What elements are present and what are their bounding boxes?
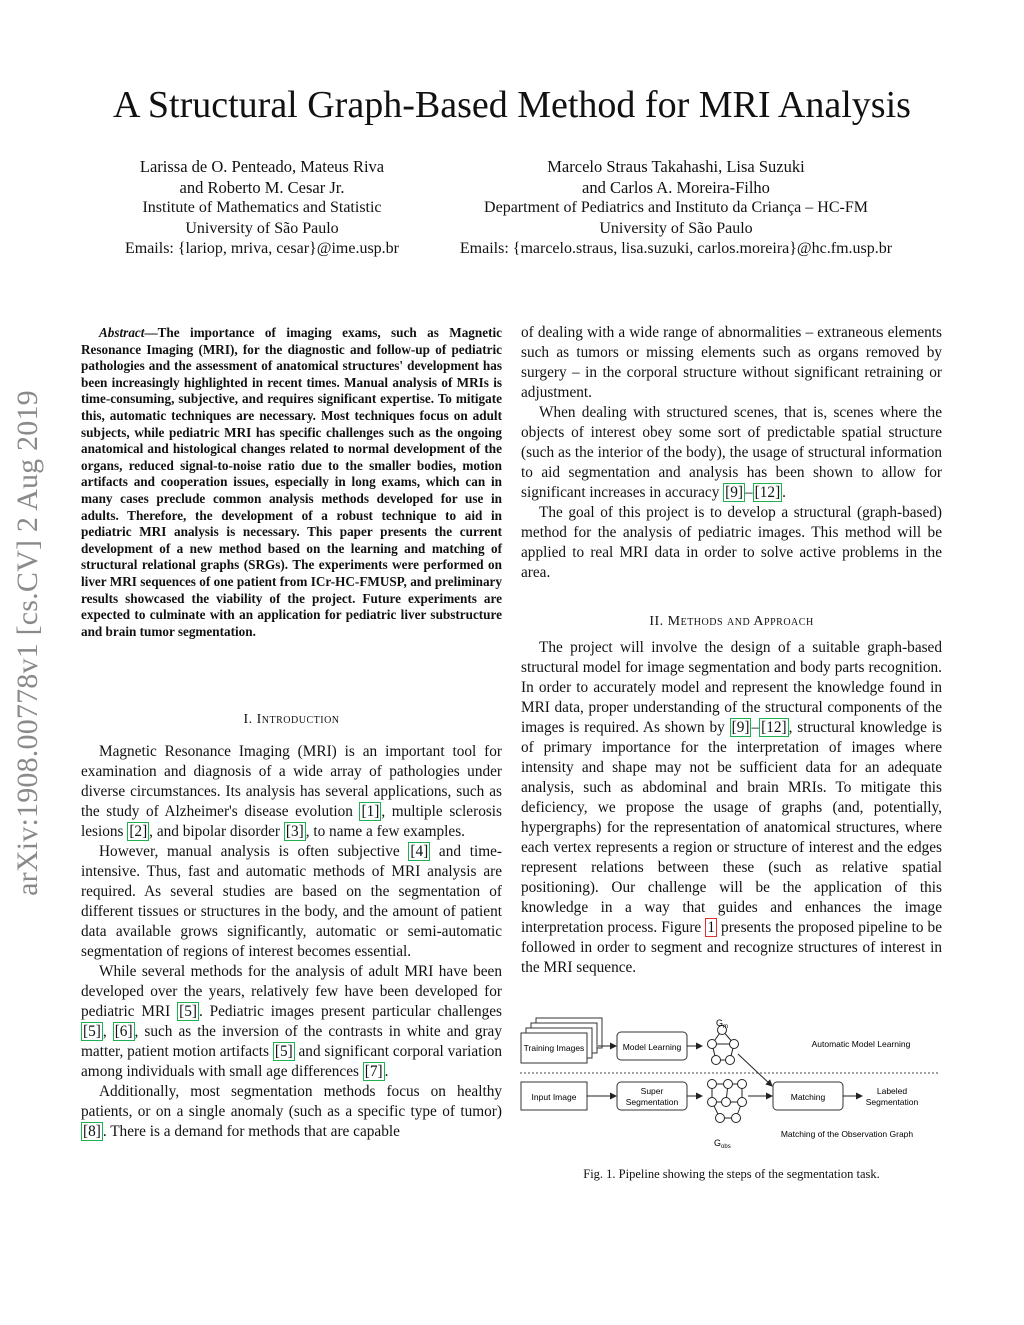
input-image-label: Input Image (531, 1092, 577, 1102)
super-segmentation-label: Segmentation (625, 1097, 679, 1107)
citation-link[interactable]: [5] (274, 1043, 293, 1060)
gm-label: $G_m$ (716, 1018, 729, 1030)
abstract-text: —The importance of imaging exams, such as Magnetic Resonance Imaging (MRI), for the diagnostic and follow-up of pediatric pathologies and the assessment of anatomical structures' development has been increasingly highlighted in recent times. Manual analysis of MRIs is time-consuming, subjective, and requires significant expertise. To mitigate this, automatic techniques are necessary. Most techniques focus on adult subjects, while pediatric MRI has specific challenges such as the ongoing anatomical and histological changes related to normal development of the organs, reduced signal-to-noise ratio due to the smaller bodies, motion artifacts and cooperation issues, especially in long exams, which can in many cases preclude common analysis methods developed for use in adults. Therefore, the development of a robust technique to aid in pediatric MRI analysis is necessary. This paper presents the current development of a new method based on the learning and matching of structural relational graphs (SRGs). The experiments were performed on liver MRI sequences of one patient from ICr-HC-FMUSP, and preliminary results showcased the viability of the project. Future experiments are expected to culminate with an application for pediatric liver substructure and brain tumor segmentation. (81, 325, 502, 639)
pipeline-diagram (516, 1014, 946, 1156)
citation-link[interactable]: [1] (361, 803, 380, 820)
figure-caption: Fig. 1. Pipeline showing the steps of the segmentation task. (583, 1167, 880, 1181)
paragraph: Additionally, most segmentation methods focus on healthy patients, or on a single anomaly (such as a specific type of tumor) [8] . There is a demand for methods that are capable (81, 1083, 502, 1140)
author-names-line2: and Roberto M. Cesar Jr. (179, 177, 345, 197)
citation-link[interactable]: [9] (725, 484, 744, 501)
author-emails: Emails: {marcelo.straus, lisa.suzuki, carlos.moreira}@hc.fm.usp.br (459, 240, 893, 257)
right-column-body (521, 323, 942, 583)
author-institute: Institute of Mathematics and Statistic (142, 199, 382, 216)
citation-link[interactable]: [4] (410, 843, 429, 860)
figure-link[interactable]: 1 (707, 919, 715, 936)
author-emails: Emails: {lariop, mriva, cesar}@ime.usp.br (124, 240, 400, 257)
author-names-line2: and Carlos A. Moreira-Filho (582, 177, 770, 197)
matching-label: Matching (790, 1092, 826, 1102)
super-segmentation-label: Super (640, 1086, 664, 1096)
citation-link[interactable]: [8] (83, 1123, 101, 1140)
author-block-right (436, 157, 916, 260)
abstract-label: Abstract (99, 325, 145, 340)
author-names-line1: Larissa de O. Penteado, Mateus Riva (139, 157, 385, 176)
author-institute: Department of Pediatrics and Instituto da Criança – HC-FM (484, 199, 868, 216)
author-block-left (92, 157, 432, 260)
citation-link[interactable]: [9] (731, 719, 750, 736)
abstract (81, 325, 502, 640)
citation-link[interactable]: [12] (754, 484, 781, 501)
section-heading-methods: II. Methods and Approach (649, 614, 814, 629)
training-images-stack (521, 1018, 602, 1063)
paragraph: When dealing with structured scenes, that is, scenes where the objects of interest obey some sort of predictable spatial structure (such as the interior of the body), the usage of structural information to aid segmentation and analysis has been shown to allow for significant increases in accuracy [9] – [12] . (521, 404, 942, 501)
citation-link[interactable]: [6] (114, 1023, 133, 1040)
author-university: University of São Paulo (599, 219, 753, 237)
citation-link[interactable]: [2] (129, 823, 148, 840)
observation-graph (708, 1080, 747, 1123)
arxiv-stamp (8, 355, 48, 930)
citation-link[interactable]: [5] (83, 1023, 101, 1040)
labeled-segmentation-label: Labeled (876, 1086, 908, 1096)
matching-observation-label: Matching of the Observation Graph (780, 1129, 914, 1139)
methods-body (521, 638, 942, 978)
citation-link[interactable]: [5] (179, 1003, 197, 1020)
model-learning-label: Model Learning (622, 1042, 682, 1052)
citation-link[interactable]: [12] (761, 719, 787, 736)
section-title: Introduction (256, 712, 340, 727)
paragraph: However, manual analysis is often subjective [4] and time-intensive. Thus, fast and automatic methods of MRI analysis are required. As several studies are based on the segmentation of different tissues or structures in the body, and the amount of patient data available grows significantly, automatic or semi-automatic segmentation of regions of interest becomes essential. (81, 843, 502, 960)
paragraph: of dealing with a wide range of abnormalities – extraneous elements such as tumors or missing elements such as organs removed by surgery – in the corporal structure without significant retraining or adjustment. (521, 324, 942, 401)
automatic-model-learning-label: Automatic Model Learning (811, 1039, 911, 1049)
labeled-segmentation-label: Segmentation (865, 1097, 919, 1107)
introduction-body (81, 742, 502, 1142)
section-heading-introduction: I. Introduction (243, 712, 340, 727)
section-title: Methods and Approach (667, 614, 814, 629)
arxiv-id: arXiv:1908.00778v1 [cs.CV] 2 Aug 2019 (11, 389, 44, 896)
paragraph: The goal of this project is to develop a structural (graph-based) method for the analysis of pediatric images. This method will be applied to real MRI data in order to solve active problems in the area. (521, 504, 942, 581)
training-images-label: Training Images (523, 1043, 585, 1053)
paragraph: Magnetic Resonance Imaging (MRI) is an important tool for examination and diagnosis of a wide array of pathologies under diverse circumstances. Its analysis has several applications, such as the study of Alzheimer's disease evolution [1] , multiple sclerosis lesions [2] , and bipolar disorder [3] , to name a few examples. (81, 743, 502, 840)
gobs-label: $G_{obs}$ (714, 1138, 731, 1150)
paper-title: A Structural Graph-Based Method for MRI Analysis (113, 84, 911, 126)
citation-link[interactable]: [3] (285, 823, 304, 840)
model-graph (708, 1026, 739, 1065)
author-university: University of São Paulo (185, 219, 339, 237)
paragraph: The project will involve the design of a suitable graph-based structural model for image segmentation and body parts recognition. In order to accurately model and represent the knowledge found in MRI data, proper understanding of the structural components of the images is required. As shown by [9] – [12] , structural knowledge is of primary importance for the interpretation of images where intensity and shape may not be sufficient data for an adequate analysis, such as abdominal and brain MRIs. To mitigate this deficiency, we propose the usage of graphs (and, potentially, hypergraphs) for the representation of anatomical structures, where each vertex represents a region or structure of interest and the edges represent relations between these (such as relative spatial positioning). Our challenge will be the application of this knowledge in a way that guides and enhances the image interpretation process. Figure 1 presents the proposed pipeline to be followed in order to segment and recognize structures of interest in the MRI sequence. (521, 639, 943, 976)
paragraph: While several methods for the analysis of adult MRI have been developed over the years, relatively few have been developed for pediatric MRI [5] . Pediatric images present particular challenges [5] , [6] , such as the inversion of the contrasts in white and gray matter, patient motion artifacts [5] and significant corporal variation among individuals with small age differences [7] . (81, 963, 502, 1080)
author-names-line1: Marcelo Straus Takahashi, Lisa Suzuki (547, 157, 805, 176)
citation-link[interactable]: [7] (364, 1063, 383, 1080)
